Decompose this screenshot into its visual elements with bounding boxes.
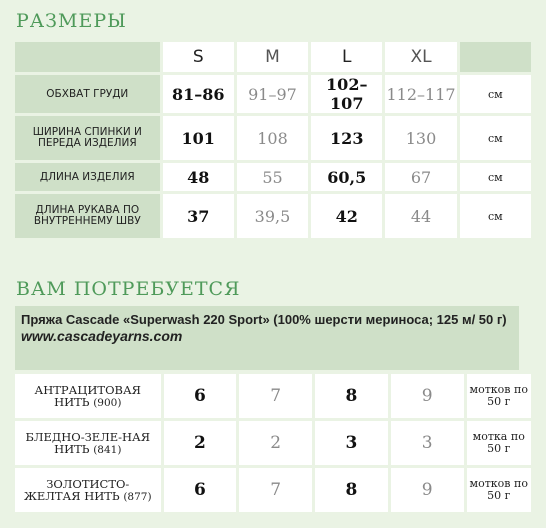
qty-l: 3 <box>315 421 388 465</box>
qty-xl: 9 <box>391 374 464 418</box>
materials-title: ВАМ ПОТРЕБУЕТСЯ <box>16 278 241 300</box>
size-header-l: L <box>311 42 382 72</box>
qty-m: 7 <box>239 374 312 418</box>
qty-s: 6 <box>164 374 237 418</box>
unit: см <box>460 163 531 191</box>
yarn-color-code: (877) <box>123 490 152 503</box>
value-s: 101 <box>163 116 234 160</box>
yarn-color-label <box>15 421 161 465</box>
qty-s: 6 <box>164 468 237 512</box>
yarn-color-label <box>15 468 161 512</box>
yarn-color-name: АНТРАЦИТОВАЯ НИТЬ <box>34 382 141 409</box>
yarn-row <box>15 468 531 512</box>
qty-s: 2 <box>164 421 237 465</box>
qty-xl: 9 <box>391 468 464 512</box>
value-l: 102–107 <box>311 75 382 113</box>
yarn-color-code: (841) <box>93 443 122 456</box>
header-blank-unit <box>460 42 531 72</box>
yarn-description: Пряжа Cascade «Superwash 220 Sport» (100% шерсти мериноса; 125 м/ 50 г) <box>21 312 507 327</box>
value-s: 37 <box>163 194 234 238</box>
value-xl: 130 <box>385 116 456 160</box>
value-s: 81–86 <box>163 75 234 113</box>
yarn-color-code: (900) <box>93 396 122 409</box>
sizes-row <box>15 75 531 113</box>
qty-xl: 3 <box>391 421 464 465</box>
yarn-row <box>15 421 531 465</box>
qty-unit: мотков по 50 г <box>467 468 531 512</box>
value-xl: 112–117 <box>385 75 456 113</box>
yarn-url: www.cascadeyarns.com <box>21 328 183 344</box>
sizes-title: РАЗМЕРЫ <box>16 10 127 32</box>
unit: см <box>460 75 531 113</box>
value-l: 60,5 <box>311 163 382 191</box>
value-xl: 67 <box>385 163 456 191</box>
qty-l: 8 <box>315 374 388 418</box>
value-m: 91–97 <box>237 75 308 113</box>
value-xl: 44 <box>385 194 456 238</box>
row-label: ОБХВАТ ГРУДИ <box>15 75 160 113</box>
row-label: ШИРИНА СПИНКИ И ПЕРЕДА ИЗДЕЛИЯ <box>15 116 160 160</box>
size-header-xl: XL <box>385 42 456 72</box>
sizes-table <box>12 39 534 241</box>
sizes-row <box>15 163 531 191</box>
value-m: 108 <box>237 116 308 160</box>
unit: см <box>460 194 531 238</box>
row-label: ДЛИНА ИЗДЕЛИЯ <box>15 163 160 191</box>
yarn-table <box>12 371 534 515</box>
qty-l: 8 <box>315 468 388 512</box>
qty-m: 2 <box>239 421 312 465</box>
yarn-color-name: ЗОЛОТИСТО-ЖЕЛТАЯ НИТЬ <box>23 476 130 503</box>
qty-m: 7 <box>239 468 312 512</box>
qty-unit: мотков по 50 г <box>467 374 531 418</box>
row-label: ДЛИНА РУКАВА ПО ВНУТРЕННЕМУ ШВУ <box>15 194 160 238</box>
value-m: 55 <box>237 163 308 191</box>
unit: см <box>460 116 531 160</box>
yarn-color-label <box>15 374 161 418</box>
value-l: 123 <box>311 116 382 160</box>
value-l: 42 <box>311 194 382 238</box>
yarn-row <box>15 374 531 418</box>
value-s: 48 <box>163 163 234 191</box>
size-header-s: S <box>163 42 234 72</box>
sizes-row <box>15 116 531 160</box>
sizes-row <box>15 194 531 238</box>
header-blank <box>15 42 160 72</box>
size-header-m: M <box>237 42 308 72</box>
qty-unit: мотка по 50 г <box>467 421 531 465</box>
yarn-color-name: БЛЕДНО-ЗЕЛЕ-НАЯ НИТЬ <box>25 429 151 456</box>
value-m: 39,5 <box>237 194 308 238</box>
yarn-info <box>15 306 519 370</box>
